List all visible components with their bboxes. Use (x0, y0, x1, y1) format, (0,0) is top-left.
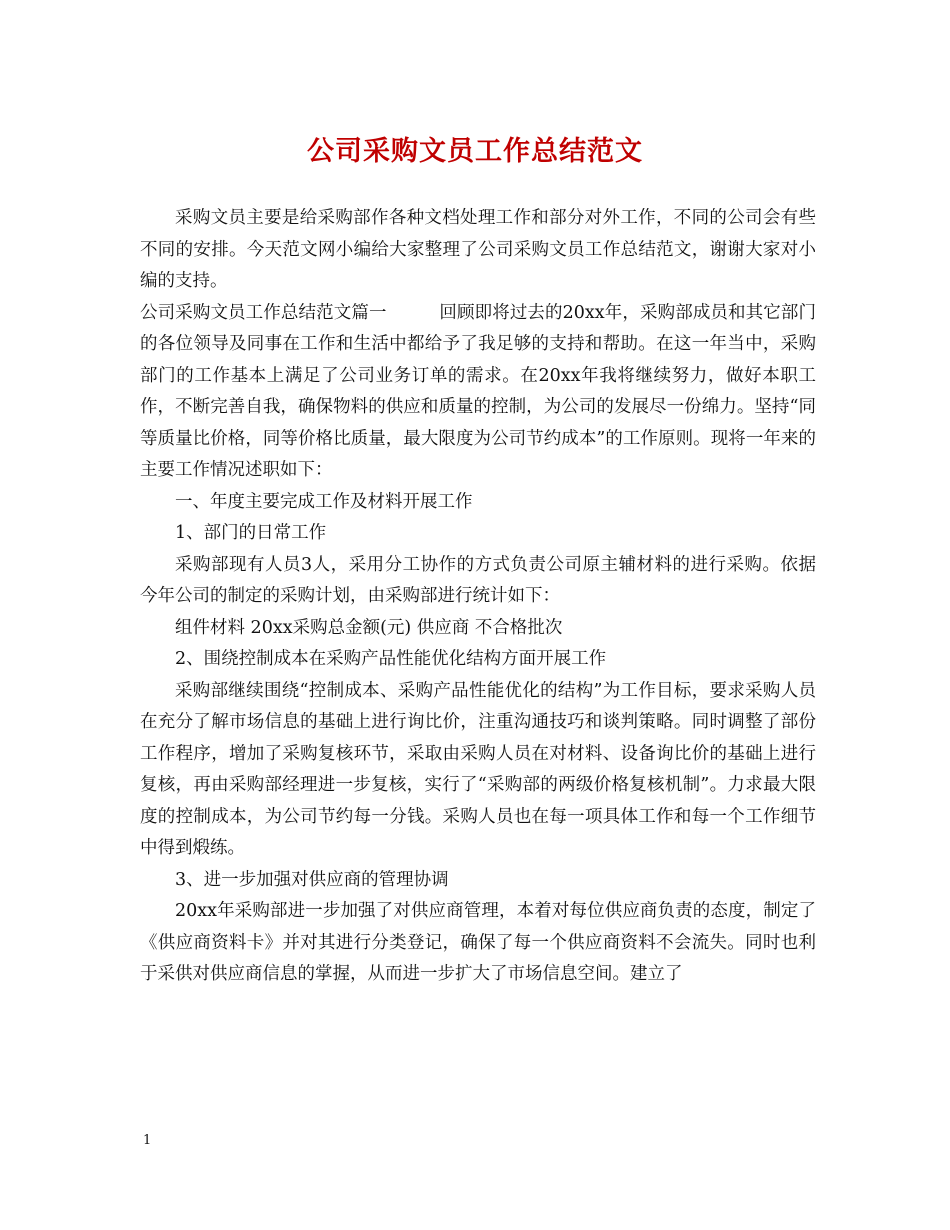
heading-annual-work: 一、年度主要完成工作及材料开展工作 (175, 491, 473, 512)
heading-cost-control: 2、围绕控制成本在采购产品性能优化结构方面开展工作 (175, 649, 607, 669)
paragraph-cost-control: 采购部继续围绕“控制成本、采购产品性能优化的结构”为工作目标，要求采购人员在充分了解市场信息的基础上进行询比价，注重沟通技巧和谈判策略。同时调整了部份工作程序，增加了采购复核环节，采取由采购人员在对材料、设备询比价的基础上进行复核，再由采购部经理进一步复核，实行了“采购部的两级价格复核机制”。力求最大限度的控制成本，为公司节约每一分钱。采购人员也在每一项具体工作和每一个工作细节中得到煅练。 (140, 680, 816, 858)
heading-daily-work: 1、部门的日常工作 (175, 523, 327, 543)
paragraph-staffing: 采购部现有人员3人，采用分工协作的方式负责公司原主辅材料的进行采购。依据今年公司的制定的采购计划，由采购部进行统计如下： (140, 554, 816, 606)
paragraph-section-one: 公司采购文员工作总结范文篇一 回顾即将过去的20xx年，采购部成员和其它部门的各位领导及同事在工作和生活中都给予了我足够的支持和帮助。在这一年当中，采购部门的工作基本上满足了公司业务订单的需求。在20xx年我将继续努力，做好本职工作，不断完善自我，确保物料的供应和质量的控制，为公司的发展尽一份绵力。坚持“同等质量比价格，同等价格比质量，最大限度为公司节约成本”的工作原则。现将一年来的主要工作情况述职如下： (140, 302, 816, 480)
document-title: 公司采购文员工作总结范文 (307, 136, 643, 167)
page-number: 1 (143, 1133, 152, 1148)
paragraph-intro: 采购文员主要是给采购部作各种文档处理工作和部分对外工作，不同的公司会有些不同的安排。今天范文网小编给大家整理了公司采购文员工作总结范文，谢谢大家对小编的支持。 (140, 208, 816, 291)
table-header-line: 组件材料 20xx采购总金额(元) 供应商 不合格批次 (175, 617, 563, 638)
document-body (140, 203, 816, 991)
heading-supplier-management: 3、进一步加强对供应商的管理协调 (175, 869, 449, 890)
paragraph-supplier-management: 20xx年采购部进一步加强了对供应商管理，本着对每位供应商负责的态度，制定了《供应商资料卡》并对其进行分类登记，确保了每一个供应商资料不会流失。同时也利于采供对供应商信息的掌握，从而进一步扩大了市场信息空间。建立了 (140, 901, 816, 984)
